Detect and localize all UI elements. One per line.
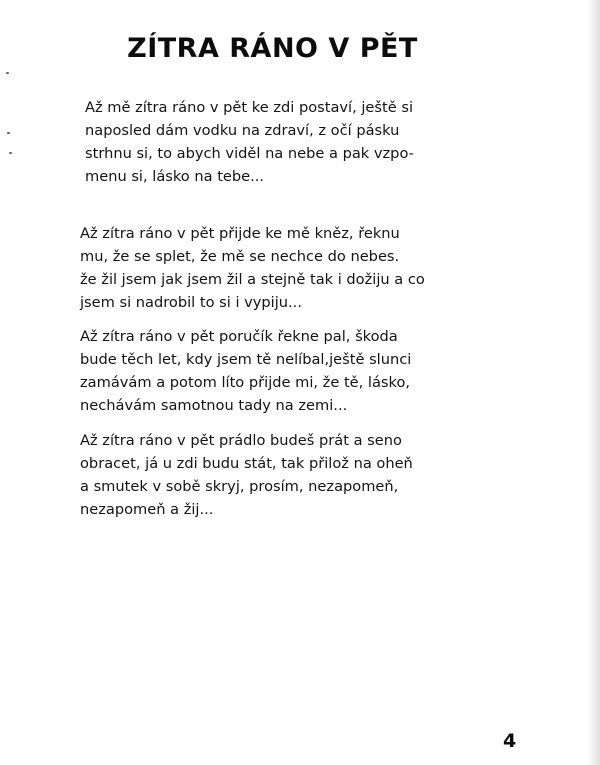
stanza-3 [80,325,411,417]
lyric-line: Až zítra ráno v pět přijde ke mě kněz, řeknu [80,225,400,242]
lyric-line: nezapomeň a žij... [80,501,214,518]
scan-speck [6,72,9,74]
scan-page-edge [586,0,600,765]
lyric-line: Až zítra ráno v pět poručík řekne pal, škoda [80,328,398,345]
lyric-line: bude těch let, kdy jsem tě nelíbal,ještě slunci [80,351,412,368]
lyric-line: strhnu si, to abych viděl na nebe a pak vzpo- [85,145,414,162]
lyric-line: obracet, já u zdi budu stát, tak přilož na oheň [80,455,413,472]
stanza-1 [85,96,414,188]
lyric-line: zamávám a potom líto přijde mi, že tě, lásko, [80,374,411,391]
stanza-2 [80,222,425,314]
scan-speck [7,132,10,134]
page-number: 4 [503,730,517,752]
scan-speck [9,152,12,154]
lyric-line: Až zítra ráno v pět prádlo budeš prát a seno [80,432,402,449]
lyric-line: a smutek v sobě skryj, prosím, nezapomeň, [80,478,399,495]
lyric-line: jsem si nadrobil to si i vypiju... [80,294,302,311]
song-title: ZÍTRA RÁNO V PĚT [127,33,418,64]
stanza-4 [80,429,413,521]
lyric-line: že žil jsem jak jsem žil a stejně tak i dožiju a co [80,271,425,288]
lyric-line: Až mě zítra ráno v pět ke zdi postaví, ještě si [85,99,414,116]
lyric-line: menu si, lásko na tebe... [85,168,265,185]
lyric-line: nechávám samotnou tady na zemi... [80,397,348,414]
lyric-line: naposled dám vodku na zdraví, z očí pásku [85,122,400,139]
lyric-line: mu, že se splet, že mě se nechce do nebes. [80,248,400,265]
